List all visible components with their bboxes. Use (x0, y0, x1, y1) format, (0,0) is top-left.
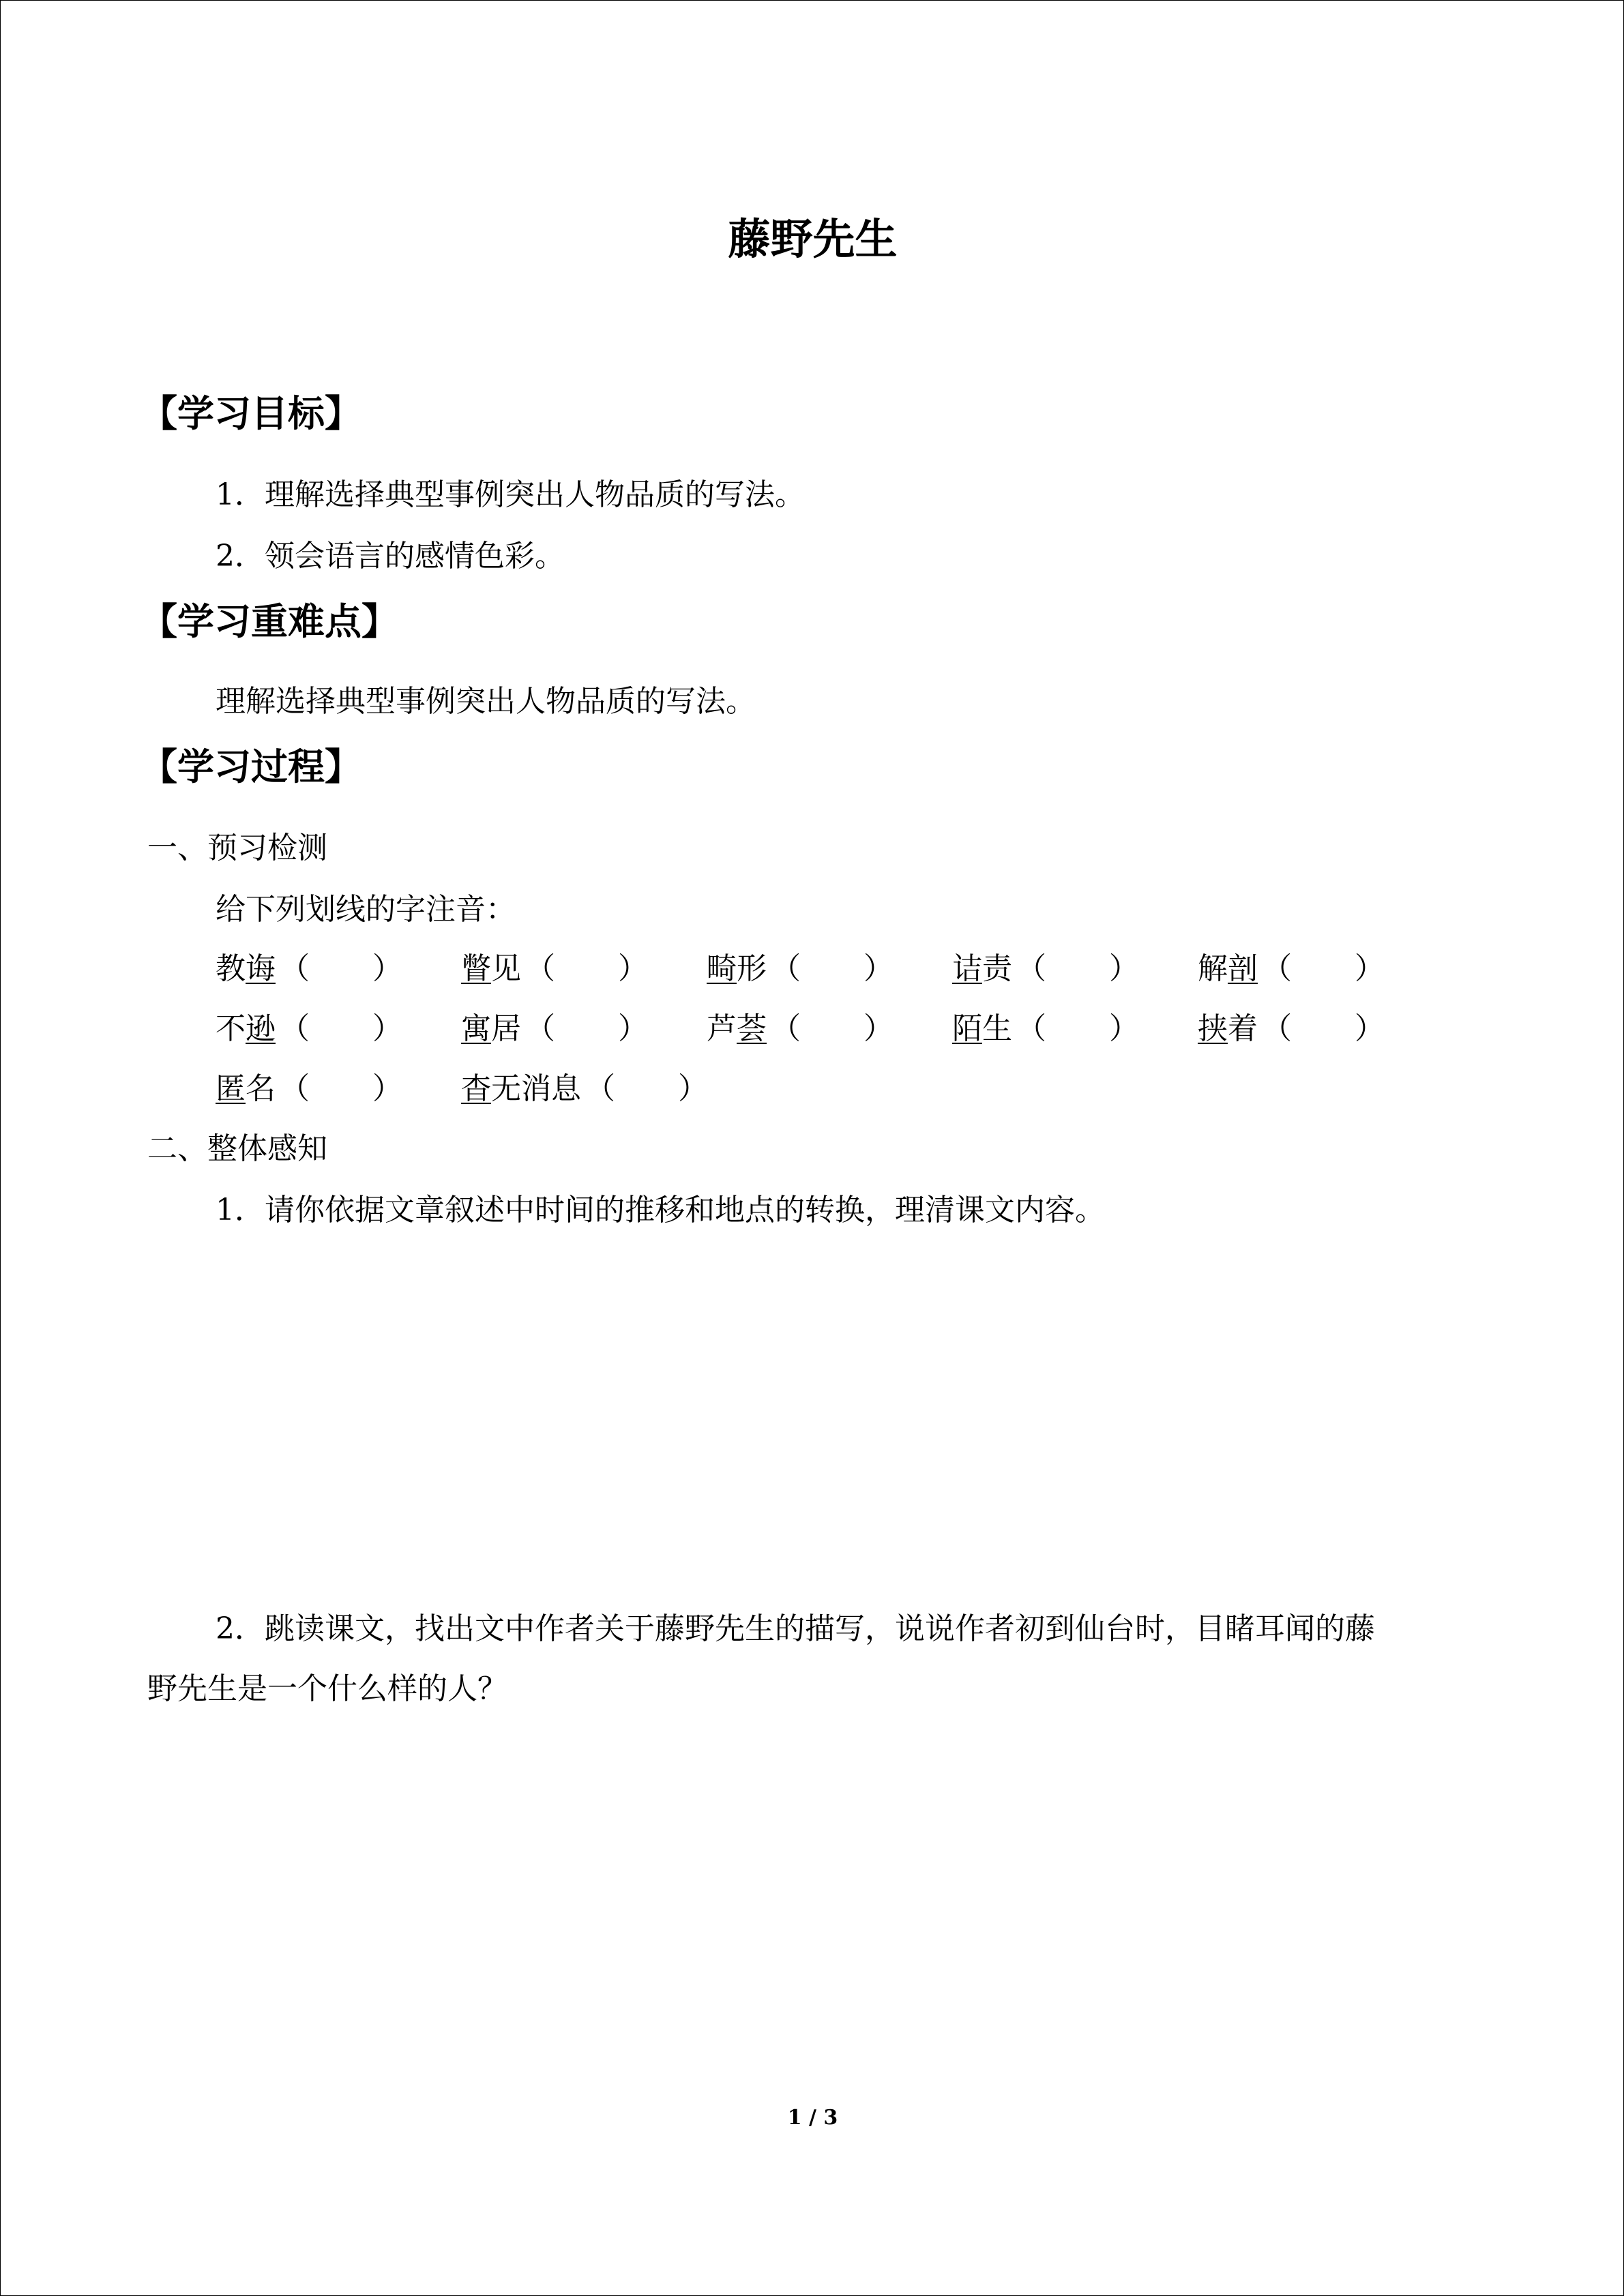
goal-item-1: 1．理解选择典型事例突出人物品质的写法。 (216, 477, 805, 512)
pinyin-item (1198, 1009, 1385, 1049)
key-points-heading: 【学习重难点】 (141, 599, 398, 643)
pinyin-item (216, 1069, 402, 1109)
pinyin-item (707, 1009, 894, 1049)
goals-heading: 【学习目标】 (141, 391, 361, 435)
answer-blank[interactable]: （ ） (1262, 1011, 1385, 1046)
word-prefix: 芦 (707, 1011, 737, 1046)
underlined-char: 剖 (1228, 951, 1258, 986)
process-heading: 【学习过程】 (141, 745, 361, 788)
word-prefix: 教 (216, 951, 246, 986)
word-suffix: 着 (1228, 1011, 1258, 1046)
answer-blank[interactable]: （ ） (771, 1011, 894, 1046)
underlined-char: 诲 (246, 951, 276, 986)
page-number: 1 / 3 (787, 2106, 838, 2130)
underlined-char: 寓 (461, 1011, 491, 1046)
answer-blank[interactable]: （ ） (771, 951, 894, 986)
pinyin-item (216, 949, 402, 989)
pinyin-item (1198, 949, 1385, 989)
underlined-char: 匿 (216, 1071, 246, 1106)
answer-blank[interactable]: （ ） (525, 951, 648, 986)
document-title: 藤野先生 (728, 214, 898, 264)
word-suffix: 居 (491, 1011, 521, 1046)
pinyin-item (952, 1009, 1139, 1049)
pinyin-item (216, 1009, 402, 1049)
word-suffix: 无消息 (491, 1071, 581, 1106)
answer-blank[interactable]: （ ） (1016, 1011, 1139, 1046)
part1-instruction: 给下列划线的字注音： (216, 892, 516, 927)
pinyin-item (461, 1069, 708, 1109)
word-suffix: 名 (246, 1071, 276, 1106)
part1-title: 一、预习检测 (147, 831, 327, 865)
pinyin-item (952, 949, 1139, 989)
underlined-char: 杳 (461, 1071, 491, 1106)
question-2-line-1: 2．跳读课文，找出文中作者关于藤野先生的描写，说说作者初到仙台时，目睹耳闻的藤 (216, 1611, 1375, 1646)
word-suffix: 生 (982, 1011, 1012, 1046)
answer-blank[interactable]: （ ） (280, 1071, 402, 1106)
answer-blank[interactable]: （ ） (280, 1011, 402, 1046)
part2-title: 二、整体感知 (147, 1131, 327, 1166)
underlined-char: 陌 (952, 1011, 982, 1046)
word-prefix: 不 (216, 1011, 246, 1046)
word-suffix: 形 (737, 951, 767, 986)
answer-blank[interactable]: （ ） (1016, 951, 1139, 986)
underlined-char: 瞥 (461, 951, 491, 986)
underlined-char: 畸 (707, 951, 737, 986)
answer-blank[interactable]: （ ） (280, 951, 402, 986)
goal-item-2: 2．领会语言的感情色彩。 (216, 539, 565, 573)
underlined-char: 诘 (952, 951, 982, 986)
question-2-line-2: 野先生是一个什么样的人？ (147, 1671, 507, 1706)
word-prefix: 解 (1198, 951, 1228, 986)
answer-blank[interactable]: （ ） (525, 1011, 648, 1046)
underlined-char: 挟 (1198, 1011, 1228, 1046)
answer-blank[interactable]: （ ） (1262, 951, 1385, 986)
pinyin-item (461, 949, 648, 989)
underlined-char: 逊 (246, 1011, 276, 1046)
answer-blank[interactable]: （ ） (585, 1071, 708, 1106)
pinyin-item (707, 949, 894, 989)
question-1: 1．请你依据文章叙述中时间的推移和地点的转换，理清课文内容。 (216, 1193, 1105, 1227)
underlined-char: 荟 (737, 1011, 767, 1046)
word-suffix: 见 (491, 951, 521, 986)
word-suffix: 责 (982, 951, 1012, 986)
pinyin-item (461, 1009, 648, 1049)
key-points-text: 理解选择典型事例突出人物品质的写法。 (216, 684, 756, 719)
